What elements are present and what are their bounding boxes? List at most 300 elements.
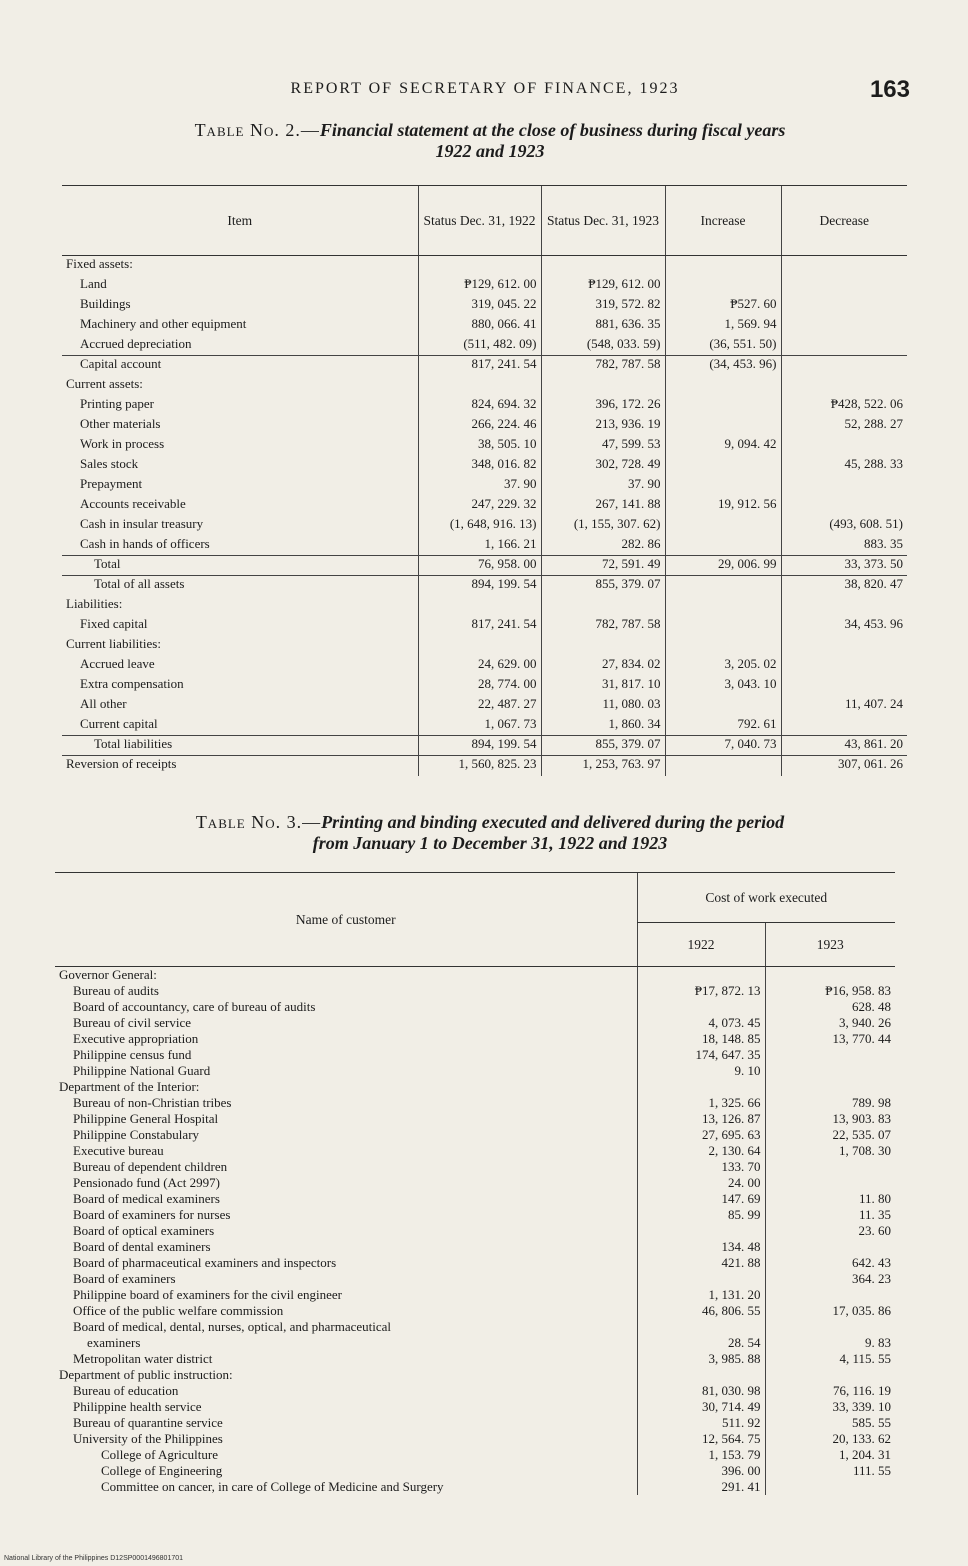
t2-row-label: Machinery and other equipment xyxy=(80,315,247,331)
t2-row xyxy=(62,476,907,496)
t3-row xyxy=(55,967,895,984)
t3-row-label: Executive appropriation xyxy=(73,1031,199,1046)
table2-title-lead: Table No. 2.— xyxy=(194,120,320,140)
t3-row-label: Philippine board of examiners for the civil engineer xyxy=(73,1287,342,1302)
t3-row xyxy=(55,1463,895,1479)
t3-row xyxy=(55,1079,895,1095)
t3-row xyxy=(55,1015,895,1031)
t3-row xyxy=(55,1415,895,1431)
t2-row xyxy=(62,376,907,396)
t3-cell: 23. 60 xyxy=(765,1223,895,1239)
t3-col-1922: 1922 xyxy=(637,923,765,967)
t3-cell: 9. 83 xyxy=(765,1335,895,1351)
t3-cell: 18, 148. 85 xyxy=(637,1031,765,1047)
t3-row-label: Board of medical, dental, nurses, optical, and pharmaceutical xyxy=(73,1319,392,1334)
t2-cell xyxy=(665,596,781,616)
t2-row-label: Cash in insular treasury xyxy=(80,515,204,531)
t2-cell: 11, 080. 03 xyxy=(541,696,665,716)
t2-cell xyxy=(781,296,907,316)
t3-cell: 1, 204. 31 xyxy=(765,1447,895,1463)
t2-row xyxy=(62,416,907,436)
t2-row xyxy=(62,656,907,676)
t2-cell xyxy=(781,376,907,396)
t2-row xyxy=(62,716,907,736)
t3-cell: 20, 133. 62 xyxy=(765,1431,895,1447)
t2-cell: 267, 141. 88 xyxy=(541,496,665,516)
t3-cell: 291. 41 xyxy=(637,1479,765,1495)
t2-row xyxy=(62,256,907,276)
t3-cell: 421. 88 xyxy=(637,1255,765,1271)
t3-row-label: Philippine health service xyxy=(73,1399,202,1414)
t2-row xyxy=(62,276,907,296)
t2-cell xyxy=(541,256,665,276)
t2-row xyxy=(62,596,907,616)
t3-row xyxy=(55,1191,895,1207)
t2-cell: (1, 155, 307. 62) xyxy=(541,516,665,536)
t2-cell: 302, 728. 49 xyxy=(541,456,665,476)
t3-row-label: Board of accountancy, care of bureau of audits xyxy=(73,999,316,1014)
t2-row-label: Other materials xyxy=(80,415,161,431)
t3-row xyxy=(55,1479,895,1495)
t3-row-label: Committee on cancer, in care of College of Medicine and Surgery xyxy=(101,1479,444,1494)
t2-cell: 881, 636. 35 xyxy=(541,316,665,336)
t2-cell: 19, 912. 56 xyxy=(665,496,781,516)
t3-row-label: Metropolitan water district xyxy=(73,1351,213,1366)
t2-cell xyxy=(665,416,781,436)
t2-cell xyxy=(665,756,781,776)
t3-row xyxy=(55,1351,895,1367)
t3-cell: 13, 126. 87 xyxy=(637,1111,765,1127)
table2-title-line2: 1922 and 1923 xyxy=(435,141,545,161)
t2-row-label: Total liabilities xyxy=(62,736,418,756)
t2-cell: 213, 936. 19 xyxy=(541,416,665,436)
t3-cell: 396. 00 xyxy=(637,1463,765,1479)
t2-cell: 37. 90 xyxy=(418,476,541,496)
t3-row-label: Office of the public welfare commission xyxy=(73,1303,284,1318)
t2-cell: (493, 608. 51) xyxy=(781,516,907,536)
table3-title-line2: from January 1 to December 31, 1922 and 1923 xyxy=(312,833,668,853)
running-head xyxy=(60,76,910,106)
t2-cell xyxy=(781,436,907,456)
table3-title-lead: Table No. 3.— xyxy=(195,812,322,832)
t2-col-decrease: Decrease xyxy=(781,186,907,256)
t2-cell xyxy=(418,636,541,656)
t2-cell: 266, 224. 46 xyxy=(418,416,541,436)
t3-row xyxy=(55,1287,895,1303)
t3-row xyxy=(55,1047,895,1063)
t3-cell: 1, 708. 30 xyxy=(765,1143,895,1159)
t2-cell: ₱129, 612. 00 xyxy=(418,276,541,296)
t3-row xyxy=(55,1431,895,1447)
t2-row-label: Fixed assets: xyxy=(66,256,133,271)
t2-cell: 47, 599. 53 xyxy=(541,436,665,456)
t2-col-item: Item xyxy=(62,186,418,256)
t2-row xyxy=(62,756,907,776)
t2-cell: 348, 016. 82 xyxy=(418,456,541,476)
t2-cell xyxy=(541,636,665,656)
t2-cell: ₱428, 522. 06 xyxy=(781,396,907,416)
t2-cell: 34, 453. 96 xyxy=(781,616,907,636)
t2-cell: 782, 787. 58 xyxy=(541,356,665,376)
t3-row xyxy=(55,1367,895,1383)
t2-cell: 24, 629. 00 xyxy=(418,656,541,676)
t3-cell: 1, 131. 20 xyxy=(637,1287,765,1303)
t2-cell: 792. 61 xyxy=(665,716,781,736)
t3-cell: ₱17, 872. 13 xyxy=(637,983,765,999)
t3-row-label: University of the Philippines xyxy=(73,1431,223,1446)
t2-row xyxy=(62,456,907,476)
t3-cell xyxy=(765,1079,895,1095)
t2-row-label: Work in process xyxy=(80,435,165,451)
t3-col-group: Cost of work executed xyxy=(637,873,895,923)
t2-row-label: All other xyxy=(80,695,127,711)
t2-cell xyxy=(781,276,907,296)
t3-cell xyxy=(637,967,765,984)
table3-printing-binding xyxy=(55,872,895,1495)
t3-row xyxy=(55,1207,895,1223)
t2-cell xyxy=(665,576,781,596)
t2-row xyxy=(62,316,907,336)
t2-row xyxy=(62,576,907,596)
t2-cell xyxy=(665,616,781,636)
t2-cell xyxy=(665,476,781,496)
t3-cell xyxy=(637,1367,765,1383)
t3-row-label: Department of the Interior: xyxy=(59,1079,200,1094)
t3-cell xyxy=(765,1239,895,1255)
t3-cell: 13, 770. 44 xyxy=(765,1031,895,1047)
t3-cell xyxy=(765,1159,895,1175)
t3-cell: 3, 940. 26 xyxy=(765,1015,895,1031)
t2-cell: 319, 572. 82 xyxy=(541,296,665,316)
t3-cell xyxy=(765,1063,895,1079)
t2-cell xyxy=(781,256,907,276)
t2-row xyxy=(62,676,907,696)
t2-row xyxy=(62,436,907,456)
t3-row xyxy=(55,1111,895,1127)
t2-cell: 1, 067. 73 xyxy=(418,716,541,736)
t2-row xyxy=(62,736,907,756)
t2-row xyxy=(62,296,907,316)
t3-cell: 3, 985. 88 xyxy=(637,1351,765,1367)
t2-row-label: Prepayment xyxy=(80,475,143,491)
t2-cell xyxy=(665,516,781,536)
t2-cell: 22, 487. 27 xyxy=(418,696,541,716)
t2-row xyxy=(62,396,907,416)
t2-cell: 33, 373. 50 xyxy=(781,556,907,576)
t3-cell xyxy=(765,967,895,984)
t3-row xyxy=(55,1383,895,1399)
t2-cell: 1, 569. 94 xyxy=(665,316,781,336)
t2-cell xyxy=(781,336,907,356)
t2-col-increase: Increase xyxy=(665,186,781,256)
t3-row xyxy=(55,1303,895,1319)
t3-row-label: Philippine General Hospital xyxy=(73,1111,219,1126)
t2-row xyxy=(62,516,907,536)
t2-cell xyxy=(665,256,781,276)
t3-cell: 13, 903. 83 xyxy=(765,1111,895,1127)
t2-cell: 28, 774. 00 xyxy=(418,676,541,696)
t2-row-label: Reversion of receipts xyxy=(62,756,418,776)
t2-row-label: Current capital xyxy=(80,715,158,731)
t3-row xyxy=(55,1143,895,1159)
t3-cell: 27, 695. 63 xyxy=(637,1127,765,1143)
t2-cell xyxy=(665,396,781,416)
t2-cell: 247, 229. 32 xyxy=(418,496,541,516)
t3-cell: 17, 035. 86 xyxy=(765,1303,895,1319)
t2-col-1923: Status Dec. 31, 1923 xyxy=(541,186,665,256)
t2-cell: 7, 040. 73 xyxy=(665,736,781,756)
t2-cell: 307, 061. 26 xyxy=(781,756,907,776)
t3-row xyxy=(55,1255,895,1271)
t2-cell: 45, 288. 33 xyxy=(781,456,907,476)
t2-cell xyxy=(665,696,781,716)
t3-row xyxy=(55,1095,895,1111)
t3-cell xyxy=(637,1223,765,1239)
t3-cell: 133. 70 xyxy=(637,1159,765,1175)
t2-cell xyxy=(665,456,781,476)
t3-row-label: Philippine National Guard xyxy=(73,1063,211,1078)
t3-cell: 30, 714. 49 xyxy=(637,1399,765,1415)
t3-row xyxy=(55,1271,895,1287)
t3-row-label: Governor General: xyxy=(59,967,157,982)
t2-row xyxy=(62,496,907,516)
t2-cell: 38, 820. 47 xyxy=(781,576,907,596)
t3-row-label: Bureau of audits xyxy=(73,983,159,998)
t2-row xyxy=(62,636,907,656)
table2-title xyxy=(70,120,910,162)
t3-cell: 11. 35 xyxy=(765,1207,895,1223)
table2-title-line1: Financial statement at the close of business during fiscal years xyxy=(319,120,786,140)
t3-row-label: Board of dental examiners xyxy=(73,1239,211,1254)
t3-cell: 585. 55 xyxy=(765,1415,895,1431)
t2-cell xyxy=(781,356,907,376)
t3-cell xyxy=(637,1319,765,1335)
t3-cell: 28. 54 xyxy=(637,1335,765,1351)
t2-row xyxy=(62,616,907,636)
t3-cell: 364. 23 xyxy=(765,1271,895,1287)
t3-row-label: Board of pharmaceutical examiners and inspectors xyxy=(73,1255,337,1270)
t2-cell xyxy=(418,596,541,616)
t3-row xyxy=(55,1319,895,1335)
t3-cell: 81, 030. 98 xyxy=(637,1383,765,1399)
t3-cell: 134. 48 xyxy=(637,1239,765,1255)
t3-cell: 33, 339. 10 xyxy=(765,1399,895,1415)
t3-cell xyxy=(765,1287,895,1303)
t3-cell xyxy=(637,999,765,1015)
t3-cell: 642. 43 xyxy=(765,1255,895,1271)
t3-cell xyxy=(765,1479,895,1495)
t2-cell: (34, 453. 96) xyxy=(665,356,781,376)
t3-row-label: Bureau of civil service xyxy=(73,1015,192,1030)
t3-row-label: Bureau of quarantine service xyxy=(73,1415,223,1430)
t3-cell: 111. 55 xyxy=(765,1463,895,1479)
t2-cell: 894, 199. 54 xyxy=(418,576,541,596)
t2-cell: 29, 006. 99 xyxy=(665,556,781,576)
t2-cell: 43, 861. 20 xyxy=(781,736,907,756)
t2-cell: (511, 482. 09) xyxy=(418,336,541,356)
t3-cell: 174, 647. 35 xyxy=(637,1047,765,1063)
t2-cell xyxy=(781,476,907,496)
t3-cell: ₱16, 958. 83 xyxy=(765,983,895,999)
page-number: 163 xyxy=(869,76,910,103)
t2-row-label: Total xyxy=(62,556,418,576)
t3-cell: 9. 10 xyxy=(637,1063,765,1079)
t2-cell: (36, 551. 50) xyxy=(665,336,781,356)
t3-col-name: Name of customer xyxy=(55,873,637,967)
t3-cell: 2, 130. 64 xyxy=(637,1143,765,1159)
t2-cell: 282. 86 xyxy=(541,536,665,556)
t3-cell: 789. 98 xyxy=(765,1095,895,1111)
t2-cell: (1, 648, 916. 13) xyxy=(418,516,541,536)
t2-cell xyxy=(418,376,541,396)
t2-cell: 855, 379. 07 xyxy=(541,736,665,756)
t3-cell: 12, 564. 75 xyxy=(637,1431,765,1447)
t2-cell xyxy=(665,636,781,656)
t2-cell xyxy=(781,636,907,656)
t2-cell: 1, 860. 34 xyxy=(541,716,665,736)
t3-row xyxy=(55,1063,895,1079)
t3-col-1923: 1923 xyxy=(765,923,895,967)
t2-row-label: Printing paper xyxy=(80,395,155,411)
t2-cell xyxy=(665,536,781,556)
t3-row-label: Bureau of non-Christian tribes xyxy=(73,1095,232,1110)
t2-row-label: Sales stock xyxy=(80,455,139,471)
t3-row xyxy=(55,1159,895,1175)
t2-cell: 72, 591. 49 xyxy=(541,556,665,576)
t2-row xyxy=(62,556,907,576)
t2-row-label: Land xyxy=(80,275,107,291)
t2-row xyxy=(62,536,907,556)
t3-row-label: Department of public instruction: xyxy=(59,1367,233,1382)
t2-row-label: Current liabilities: xyxy=(66,635,161,651)
t2-cell xyxy=(781,496,907,516)
t2-cell: 76, 958. 00 xyxy=(418,556,541,576)
t3-row xyxy=(55,999,895,1015)
t3-row-label: Board of medical examiners xyxy=(73,1191,220,1206)
t2-row-label: Capital account xyxy=(62,356,418,376)
t2-row-label: Liabilities: xyxy=(66,595,123,611)
t3-cell: 24. 00 xyxy=(637,1175,765,1191)
t3-cell: 147. 69 xyxy=(637,1191,765,1207)
t3-cell xyxy=(765,1319,895,1335)
t3-cell xyxy=(637,1079,765,1095)
t2-row-label: Accounts receivable xyxy=(80,495,186,511)
t3-cell xyxy=(637,1271,765,1287)
t2-row-label: Total of all assets xyxy=(62,576,418,596)
t2-cell: (548, 033. 59) xyxy=(541,336,665,356)
t3-row-label: Board of optical examiners xyxy=(73,1223,215,1238)
table3-title xyxy=(70,812,910,854)
t3-row-label: College of Agriculture xyxy=(101,1447,218,1462)
t3-row xyxy=(55,1399,895,1415)
t3-cell xyxy=(765,1047,895,1063)
t2-cell: 1, 253, 763. 97 xyxy=(541,756,665,776)
t2-cell xyxy=(418,256,541,276)
t2-row-label: Accrued leave xyxy=(80,655,155,671)
t2-cell: 880, 066. 41 xyxy=(418,316,541,336)
t3-cell: 22, 535. 07 xyxy=(765,1127,895,1143)
t2-row-label: Accrued depreciation xyxy=(80,335,192,351)
t2-cell: 824, 694. 32 xyxy=(418,396,541,416)
t3-row xyxy=(55,1175,895,1191)
t3-row xyxy=(55,1335,895,1351)
t3-cell: 76, 116. 19 xyxy=(765,1383,895,1399)
t2-row-label: Buildings xyxy=(80,295,131,311)
t3-cell: 4, 115. 55 xyxy=(765,1351,895,1367)
t3-row-label: Executive bureau xyxy=(73,1143,164,1158)
t3-row-label: Philippine census fund xyxy=(73,1047,192,1062)
t3-row xyxy=(55,1239,895,1255)
t3-row-label: Philippine Constabulary xyxy=(73,1127,200,1142)
t2-row xyxy=(62,356,907,376)
t2-row-label: Fixed capital xyxy=(80,615,148,631)
t2-cell: 11, 407. 24 xyxy=(781,696,907,716)
t2-cell: 396, 172. 26 xyxy=(541,396,665,416)
t2-cell: 1, 560, 825. 23 xyxy=(418,756,541,776)
t2-cell: 9, 094. 42 xyxy=(665,436,781,456)
footer-scan-id: National Library of the Philippines D12SP0001496801701 xyxy=(4,1555,184,1562)
t3-cell xyxy=(765,1175,895,1191)
table3-title-line1: Printing and binding executed and delivered during the period xyxy=(321,812,785,832)
t3-row xyxy=(55,1127,895,1143)
t2-cell xyxy=(665,276,781,296)
t2-cell: 37. 90 xyxy=(541,476,665,496)
t3-row-label: examiners xyxy=(87,1335,141,1350)
t2-cell: 31, 817. 10 xyxy=(541,676,665,696)
t2-cell xyxy=(665,376,781,396)
t2-row xyxy=(62,696,907,716)
t2-row-label: Current assets: xyxy=(66,375,143,391)
t3-cell: 628. 48 xyxy=(765,999,895,1015)
t2-cell: 319, 045. 22 xyxy=(418,296,541,316)
t3-cell: 11. 80 xyxy=(765,1191,895,1207)
t3-cell: 1, 325. 66 xyxy=(637,1095,765,1111)
t2-cell xyxy=(541,596,665,616)
t2-cell: 817, 241. 54 xyxy=(418,616,541,636)
t3-cell: 46, 806. 55 xyxy=(637,1303,765,1319)
t3-row xyxy=(55,1223,895,1239)
t2-cell: ₱527. 60 xyxy=(665,296,781,316)
t2-cell xyxy=(781,716,907,736)
t2-cell: 3, 043. 10 xyxy=(665,676,781,696)
t2-cell: 52, 288. 27 xyxy=(781,416,907,436)
t2-cell: 883. 35 xyxy=(781,536,907,556)
t2-cell xyxy=(541,376,665,396)
t2-cell: 817, 241. 54 xyxy=(418,356,541,376)
t2-cell: 894, 199. 54 xyxy=(418,736,541,756)
t2-row xyxy=(62,336,907,356)
t3-cell: 4, 073. 45 xyxy=(637,1015,765,1031)
t2-cell: 27, 834. 02 xyxy=(541,656,665,676)
table2-financial-statement xyxy=(62,185,907,776)
t3-row-label: Bureau of education xyxy=(73,1383,179,1398)
t3-row-label: Board of examiners xyxy=(73,1271,176,1286)
t2-cell: 3, 205. 02 xyxy=(665,656,781,676)
t3-row-label: Bureau of dependent children xyxy=(73,1159,228,1174)
t3-cell: 511. 92 xyxy=(637,1415,765,1431)
t3-row-label: College of Engineering xyxy=(101,1463,223,1478)
t3-cell xyxy=(765,1367,895,1383)
t2-cell: 855, 379. 07 xyxy=(541,576,665,596)
t3-row xyxy=(55,983,895,999)
t3-cell: 85. 99 xyxy=(637,1207,765,1223)
t2-row-label: Extra compensation xyxy=(80,675,184,691)
t2-cell xyxy=(781,676,907,696)
t2-cell: 1, 166. 21 xyxy=(418,536,541,556)
t2-cell xyxy=(781,596,907,616)
t2-col-1922: Status Dec. 31, 1922 xyxy=(418,186,541,256)
t2-cell: ₱129, 612. 00 xyxy=(541,276,665,296)
